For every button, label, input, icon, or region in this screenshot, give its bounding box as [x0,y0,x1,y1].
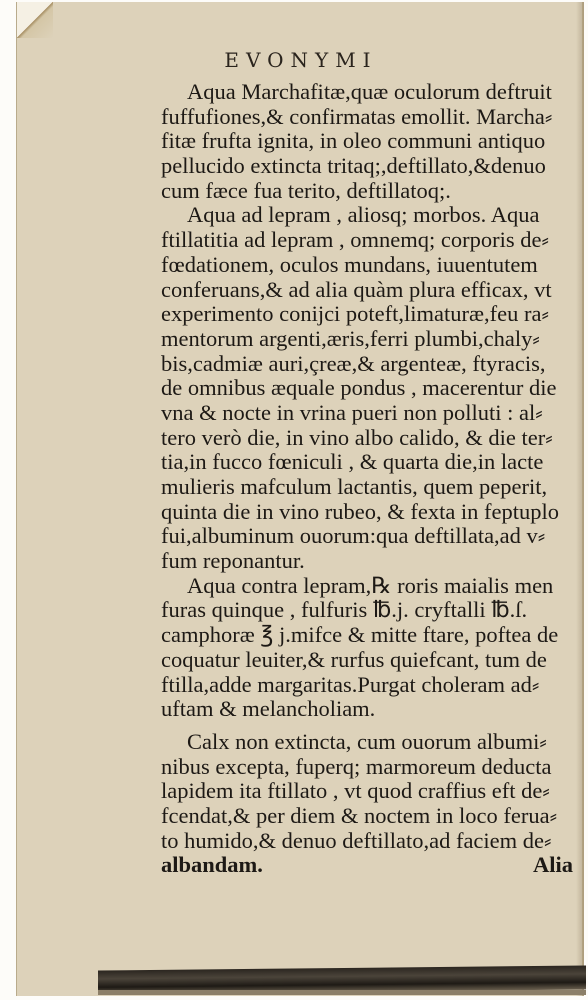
paragraph-1 [161,80,581,203]
text-line: conferuans,& ad alia quàm plura efficax, vt [161,277,552,302]
final-line [161,853,581,878]
final-word: albandam. [161,853,263,878]
text-line: fcendat,& per diem & noctem in loco ferua⸗ [161,803,558,828]
folded-page-corner [17,2,53,38]
text-line: lapidem ita ftillato , vt quod craffius eft de⸗ [161,779,550,804]
text-line: tero verò die, in vino albo calido, & die ter⸗ [161,425,553,450]
text-line: fui,albuminum ouorum:qua deftillata,ad v⸗ [161,524,546,549]
text-line: mulieris mafculum lactantis, quem peperit, [161,475,548,499]
text-line: ftillatitia ad lepram , omnemq; corporis de⸗ [161,228,550,253]
text-line: Aqua Marchafitæ,quæ oculorum deftruit [187,80,552,104]
text-line: ftilla,adde margaritas.Purgat choleram ad⸗ [161,672,540,697]
paragraph-gap [161,722,581,730]
text-line: camphoræ ℥ j.mifce & mitte ftare, poftea de [161,623,559,648]
paragraph-2 [161,203,581,573]
text-line: fœdationem, oculos mundans, iuuentutem [161,252,538,277]
text-line: mentorum argenti,æris,ferri plumbi,chaly⸗ [161,326,540,351]
text-line: fum reponantur. [161,549,305,574]
text-line: Calx non extincta, cum ouorum albumi⸗ [187,729,547,754]
binding-lower-edge [98,990,586,995]
text-line: nibus excepta, fuperq; marmoreum deducta [161,754,552,779]
text-line: uftam & melancholiam. [161,697,376,722]
paragraph-4 [161,730,581,878]
text-line: pellucido extincta tritaq;,deftillato,&denuo [161,154,546,179]
text-line: experimento conijci poteft,limaturæ,feu ra⸗ [161,302,549,327]
text-line: cum fæce fua terito, deftillatoq;. [161,178,451,203]
text-line: Aqua contra lepram,℞ roris maialis men [187,573,554,598]
text-line: vna & nocte in vrina pueri non polluti : al⸗ [161,400,543,425]
running-head: EVONYMI [224,48,378,72]
text-block [161,80,581,878]
text-line: fitæ frufta ignita, in oleo communi antiquo [161,129,546,154]
text-line: coquatur leuiter,& rurfus quiefcant, tum de [161,647,547,672]
text-line: fuffufiones,& confirmatas emollit. Marcha⸗ [161,104,553,129]
text-line: furas quinque , fulfuris ℔.j. cryftalli ℔.ſ. [161,598,528,623]
text-line: Aqua ad lepram , aliosq; morbos. Aqua [187,203,540,228]
text-line: de omnibus æquale pondus , macerentur die [161,376,557,401]
catchword: Alia [532,853,573,878]
text-line: quinta die in vino rubeo, & fexta in feptuplo [161,499,560,524]
book-page [16,2,584,996]
text-line: bis,cadmiæ auri,çreæ,& argenteæ, ftyracis, [161,351,546,376]
paragraph-3 [161,574,581,722]
text-line: tia,in fucco fœniculi , & quarta die,in lacte [161,450,544,475]
text-line: to humido,& denuo deftillato,ad faciem de⸗ [161,828,552,853]
